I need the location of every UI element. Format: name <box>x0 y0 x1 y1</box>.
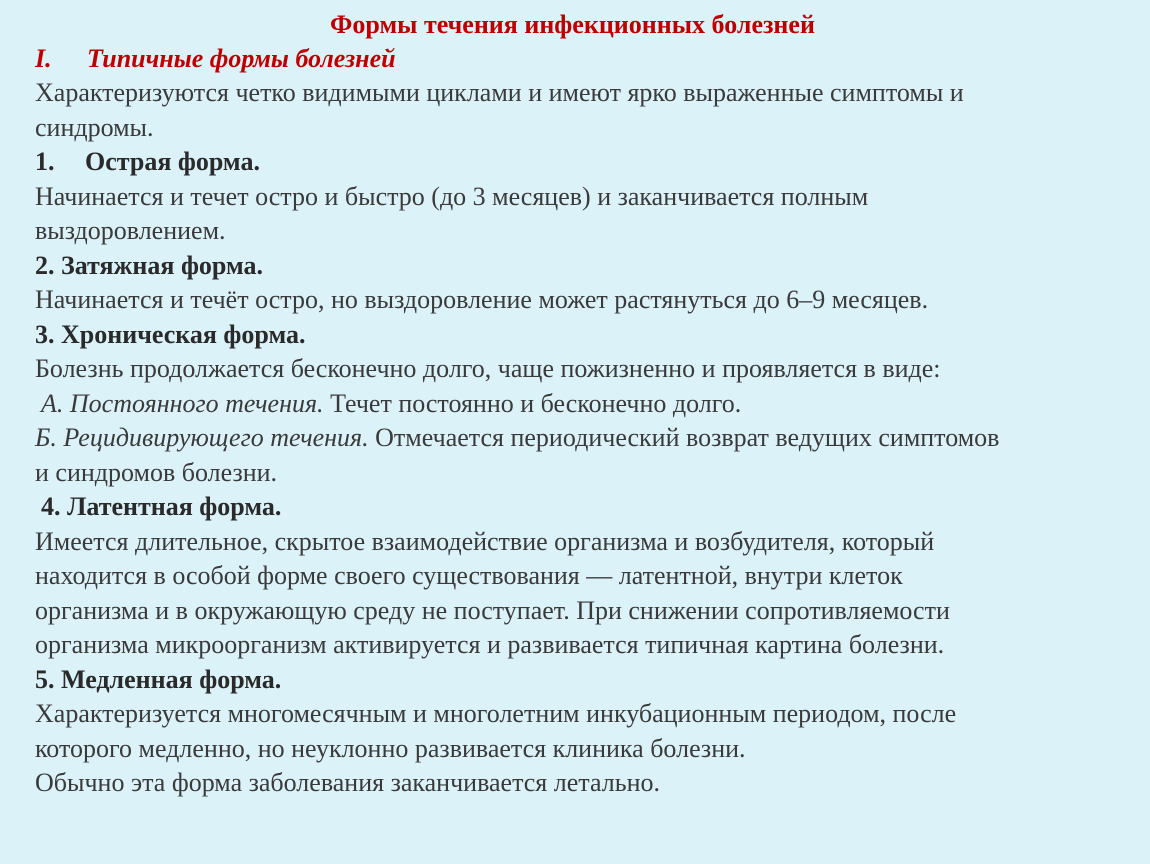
chronic-variant-a <box>35 387 1110 422</box>
variant-b-text: Отмечается периодический возврат ведущих симптомов <box>368 423 1000 452</box>
chronic-variant-b-cont: и синдромов болезни. <box>35 457 278 487</box>
latent-heading: 4. Латентная форма. <box>41 492 282 521</box>
slow-heading: 5. Медленная форма. <box>35 664 282 694</box>
slow-text-3: Обычно эта форма заболевания заканчивается летально. <box>35 768 660 797</box>
section-number: I. <box>35 44 52 73</box>
acute-heading-label: Острая форма. <box>85 147 260 176</box>
slow-text-1: Характеризуется многомесячным и многолетним инкубационным периодом, после <box>35 699 957 728</box>
latent-text-4: организма микроорганизм активируется и развивается типичная картина болезни. <box>35 630 945 659</box>
variant-a-text: Течет постоянно и бесконечно долго. <box>323 388 742 418</box>
protracted-text: Начинается и течёт остро, но выздоровление может растянуться до 6–9 месяцев. <box>35 285 929 314</box>
latent-text-2: находится в особой форме своего существования — латентной, внутри клеток <box>35 561 903 590</box>
acute-number: 1. <box>35 147 55 176</box>
protracted-heading: 2. Затяжная форма. <box>35 250 264 280</box>
chronic-text: Болезнь продолжается бесконечно долго, чаще пожизненно и проявляется в виде: <box>35 354 941 383</box>
slide-title: Формы течения инфекционных болезней <box>330 10 815 39</box>
intro-line-2: синдромы. <box>35 112 154 142</box>
intro-line-1: Характеризуются четко видимыми циклами и имеют ярко выраженные симптомы и <box>35 78 964 107</box>
section-label: Типичные формы болезней <box>87 44 396 73</box>
latent-text-1: Имеется длительное, скрытое взаимодействие организма и возбудителя, который <box>35 526 935 556</box>
acute-heading <box>35 145 1110 180</box>
chronic-variant-b <box>35 421 1110 456</box>
acute-text-2: выздоровлением. <box>35 216 226 245</box>
variant-a-label: А. Постоянного течения. <box>41 388 324 418</box>
acute-text-1: Начинается и течет остро и быстро (до 3 месяцев) и заканчивается полным <box>35 181 869 211</box>
chronic-heading: 3. Хроническая форма. <box>35 319 306 349</box>
slow-text-2: которого медленно, но неуклонно развивается клиника болезни. <box>35 733 746 763</box>
variant-b-label: Б. Рецидивирующего течения. <box>35 423 369 452</box>
latent-text-3: организма и в окружающую среду не поступает. При снижении сопротивляемости <box>35 595 950 625</box>
section-heading <box>35 42 1110 76</box>
